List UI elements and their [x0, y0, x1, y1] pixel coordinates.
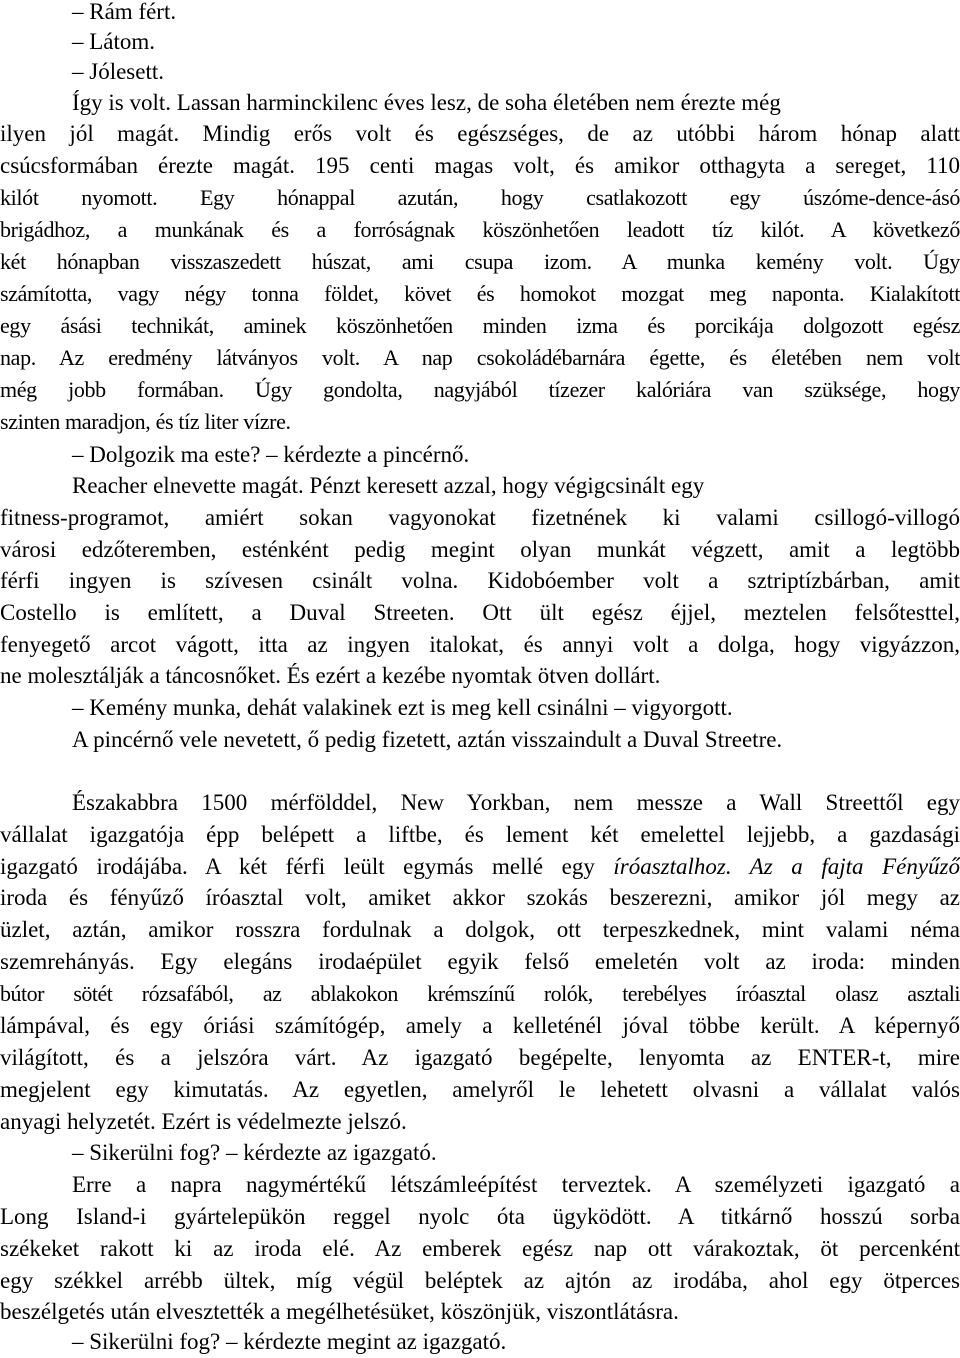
text-line-29: üzlet, aztán, amikor rosszra fordulnak a dolgok, ott terpeszkednek, mint valami néma	[0, 917, 960, 942]
text-line-11: egy ásási technikát, aminek köszönhetően minden izma és porcikája dolgozott egész	[0, 313, 960, 338]
text-line-22: ne molesztálják a táncosnőket. És ezért a kezébe nyomtak ötven dollárt.	[0, 663, 661, 688]
text-line-38: Long Island-i gyártelepükön reggel nyolc óta ügyködött. A titkárnő hosszú sorba	[0, 1204, 960, 1229]
text-line-8: brigádhoz, a munkának és a forróságnak köszönhetően leadott tíz kilót. A következő	[0, 217, 960, 242]
text-line-25: Északabbra 1500 mérfölddel, New Yorkban, nem messze a Wall Streettől egy	[72, 790, 960, 815]
text-line-30: szemrehányás. Egy elegáns irodaépület egyik felső emeletén volt az iroda: minden	[0, 949, 960, 974]
text-line-16: Reacher elnevette magát. Pénzt keresett azzal, hogy végigcsinált egy	[72, 473, 705, 498]
text-line-27-italic: íróasztalhoz. Az a fajta Fényűző	[613, 854, 960, 879]
text-line-6: csúcsformában érezte magát. 195 centi magas volt, és amikor otthagyta a sereget, 110	[0, 153, 960, 178]
text-line-14: szinten maradjon, és tíz liter vízre.	[0, 409, 291, 434]
text-line-42: – Sikerülni fog? – kérdezte megint az igazgató.	[72, 1329, 507, 1354]
text-line-35: anyagi helyzetét. Ezért is védelmezte jelszó.	[0, 1109, 407, 1134]
text-line-37: Erre a napra nagymértékű létszámleépítést terveztek. A személyzeti igazgató a	[72, 1172, 960, 1197]
text-line-15: – Dolgozik ma este? – kérdezte a pincérnő.	[72, 442, 470, 467]
text-line-36: – Sikerülni fog? – kérdezte az igazgató.	[72, 1140, 437, 1165]
text-line-20: Costello is említett, a Duval Streeten. Ott ült egész éjjel, meztelen felsőtesttel,	[0, 600, 960, 625]
text-line-5: ilyen jól magát. Mindig erős volt és egészséges, de az utóbbi három hónap alatt	[0, 121, 960, 146]
text-line-34: megjelent egy kimutatás. Az egyetlen, amelyről le lehetett olvasni a vállalat valós	[0, 1077, 960, 1102]
text-line-18: városi edzőteremben, esténként pedig megint olyan munkát végzett, amit a legtöbb	[0, 537, 960, 562]
text-line-26: vállalat igazgatója épp belépett a liftbe, és lement két emelettel lejjebb, a gazdasági	[0, 822, 960, 847]
text-line-31: bútor sötét rózsafából, az ablakokon krémszínű rolók, terebélyes íróasztal olasz asztali	[0, 981, 960, 1006]
text-line-17: fitness-programot, amiért sokan vagyonokat fizetnének ki valami csillogó-villogó	[0, 505, 960, 530]
text-line-39: székeket rakott ki az iroda elé. Az emberek egész nap ott várakoztak, öt percenként	[0, 1236, 960, 1261]
text-line-28: iroda és fényűző íróasztal volt, amiket akkor szokás beszerezni, amikor jól megy az	[0, 885, 960, 910]
text-line-7: kilót nyomott. Egy hónappal azután, hogy csatlakozott egy úszóme-dence-ásó	[0, 185, 960, 210]
text-line-19: férfi ingyen is szívesen csinált volna. Kidobóember volt a sztriptízbárban, amit	[0, 568, 960, 593]
text-line-24: A pincérnő vele nevetett, ő pedig fizetett, aztán visszaindult a Duval Streetre.	[72, 727, 783, 752]
text-line-9: két hónapban visszaszedett húszat, ami csupa izom. A munka kemény volt. Úgy	[0, 249, 960, 274]
text-line-12: nap. Az eredmény látványos volt. A nap csokoládébarnára égette, és életében nem volt	[0, 345, 960, 370]
text-line-41: beszélgetés után elvesztették a megélhetésüket, köszönjük, viszontlátásra.	[0, 1299, 679, 1324]
text-line-27	[0, 851, 960, 883]
text-line-2: – Látom.	[72, 29, 156, 54]
text-line-3: – Jólesett.	[72, 59, 164, 84]
text-line-32: lámpával, és egy óriási számítógép, amely a kelleténél jóval többe került. A képernyő	[0, 1013, 960, 1038]
text-line-23: – Kemény munka, dehát valakinek ezt is meg kell csinálni – vigyorgott.	[72, 695, 733, 720]
text-line-10: számította, vagy négy tonna földet, követ és homokot mozgat meg naponta. Kialakított	[0, 281, 960, 306]
text-line-1: – Rám fért.	[72, 0, 177, 24]
text-line-27-regular: igazgató irodájába. A két férfi leült egymás mellé egy	[0, 854, 614, 879]
text-line-40: egy székkel arrébb ültek, míg végül beléptek az ajtón az irodába, ahol egy ötperces	[0, 1268, 960, 1293]
text-line-4: Így is volt. Lassan harminckilenc éves lesz, de soha életében nem érezte még	[72, 90, 781, 115]
text-line-13: még jobb formában. Úgy gondolta, nagyjából tízezer kalóriára van szüksége, hogy	[0, 377, 960, 402]
text-line-21: fenyegető arcot vágott, itta az ingyen italokat, és annyi volt a dolga, hogy vigyázzon,	[0, 632, 960, 657]
text-line-33: világított, és a jelszóra várt. Az igazgató begépelte, lenyomta az ENTER-t, mire	[0, 1045, 960, 1070]
